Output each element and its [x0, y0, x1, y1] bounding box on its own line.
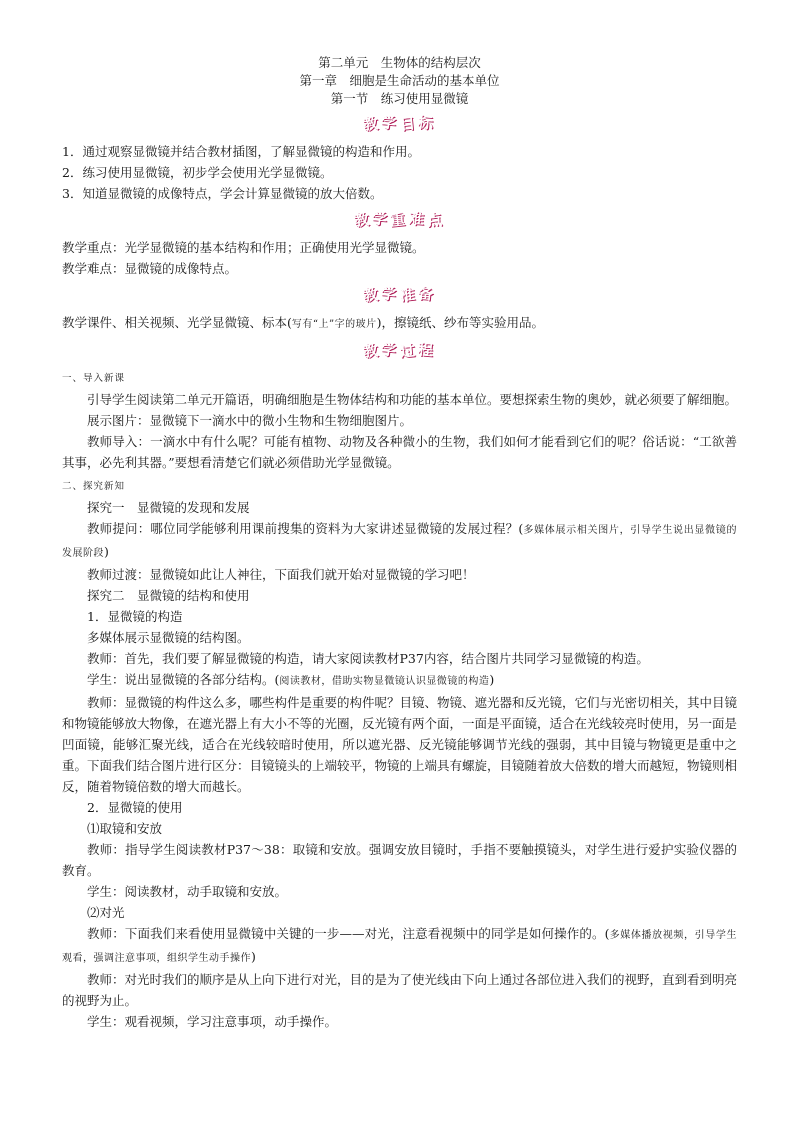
- banner-objectives: 教学目标: [62, 112, 737, 138]
- preparation-text: 教学课件、相关视频、光学显微镜、标本(写有“上”字的玻片)，擦镜纸、纱布等实验用品。: [62, 315, 545, 330]
- paragraph: 教师导入：一滴水中有什么呢？可能有植物、动物及各种微小的生物，我们如何才能看到它们的呢？俗话说：“工欲善其事，必先利其器。”要想看清楚它们就必须借助光学显微镜。: [62, 434, 737, 470]
- subheading: 2．显微镜的使用: [87, 800, 183, 815]
- paragraph: 学生：阅读教材，动手取镜和安放。: [87, 884, 288, 899]
- banner-key-points: 教学重难点: [62, 208, 737, 234]
- key-difficulty: 教学难点：显微镜的成像特点。: [62, 261, 238, 276]
- inquiry-2-heading: 探究二 显微镜的结构和使用: [87, 588, 250, 603]
- unit-title: 第二单元 生物体的结构层次: [318, 55, 481, 70]
- section-heading-intro: 一、导入新课: [62, 373, 126, 384]
- section-title: 第一节 练习使用显微镜: [330, 91, 469, 106]
- subheading: ⑵对光: [87, 905, 125, 920]
- key-focus: 教学重点：光学显微镜的基本结构和作用；正确使用光学显微镜。: [62, 240, 425, 255]
- objective-3: 3．知道显微镜的成像特点，学会计算显微镜的放大倍数。: [62, 186, 383, 201]
- section-heading-explore: 二、探究新知: [62, 481, 126, 492]
- paragraph: 教师：对光时我们的顺序是从上向下进行对光，目的是为了使光线由下向上通过各部位进入我们的视野，直到看到明亮的视野为止。: [62, 972, 738, 1008]
- paragraph: 教师：指导学生阅读教材P37～38：取镜和安放。强调安放目镜时，手指不要触摸镜头，对学生进行爱护实验仪器的教育。: [62, 842, 737, 878]
- paragraph: 教师提问：哪位同学能够利用课前搜集的资料为大家讲述显微镜的发展过程？(多媒体展示相关图片，引导学生说出显微镜的发展阶段): [62, 521, 737, 559]
- paragraph: 展示图片：显微镜下一滴水中的微小生物和生物细胞图片。: [87, 413, 413, 428]
- paragraph: 多媒体展示显微镜的结构图。: [87, 630, 250, 645]
- chapter-title: 第一章 细胞是生命活动的基本单位: [299, 73, 500, 88]
- objective-2: 2．练习使用显微镜，初步学会使用光学显微镜。: [62, 165, 333, 180]
- banner-process: 教学过程: [62, 339, 737, 365]
- subheading: ⑴取镜和安放: [87, 821, 163, 836]
- objective-1: 1．通过观察显微镜并结合教材插图，了解显微镜的构造和作用。: [62, 144, 420, 159]
- paragraph: 教师：首先，我们要了解显微镜的构造，请大家阅读教材P37内容，结合图片共同学习显微镜的构造。: [87, 651, 649, 666]
- paragraph: 教师：下面我们来看使用显微镜中关键的一步——对光，注意看视频中的同学是如何操作的。(多媒体播放视频，引导学生观看，强调注意事项，组织学生动手操作): [62, 926, 737, 964]
- paragraph: 学生：观看视频，学习注意事项，动手操作。: [87, 1014, 338, 1029]
- subheading: 1．显微镜的构造: [87, 609, 183, 624]
- paragraph: 教师：显微镜的构件这么多，哪些构件是重要的构件呢？目镜、物镜、遮光器和反光镜，它们与光密切相关，其中目镜和物镜能够放大物像，在遮光器上有大小不等的光圈，反光镜有两个面，一面是平面镜，适合在光线较亮时使用，另一面是凹面镜，能够汇聚光线，适合在光线较暗时使用，所以遮光器、反光镜能够调节光线的强弱，其中目镜与物镜更是重中之重。下面我们结合图片进行区分：目镜镜头的上端较平，物镜的上端具有螺旋，目镜随着放大倍数的增大而越短，物镜则相反，随着物镜倍数的增大而越长。: [62, 695, 738, 794]
- paragraph: 教师过渡：显微镜如此让人神往，下面我们就开始对显微镜的学习吧！: [87, 567, 475, 582]
- banner-preparation: 教学准备: [62, 283, 737, 309]
- paragraph: 学生：说出显微镜的各部分结构。(阅读教材，借助实物显微镜认识显微镜的构造): [87, 672, 495, 687]
- inquiry-1-heading: 探究一 显微镜的发现和发展: [87, 500, 250, 515]
- paragraph: 引导学生阅读第二单元开篇语，明确细胞是生物体结构和功能的基本单位。要想探索生物的奥妙，就必须要了解细胞。: [87, 392, 738, 407]
- document-page: [62, 54, 737, 1032]
